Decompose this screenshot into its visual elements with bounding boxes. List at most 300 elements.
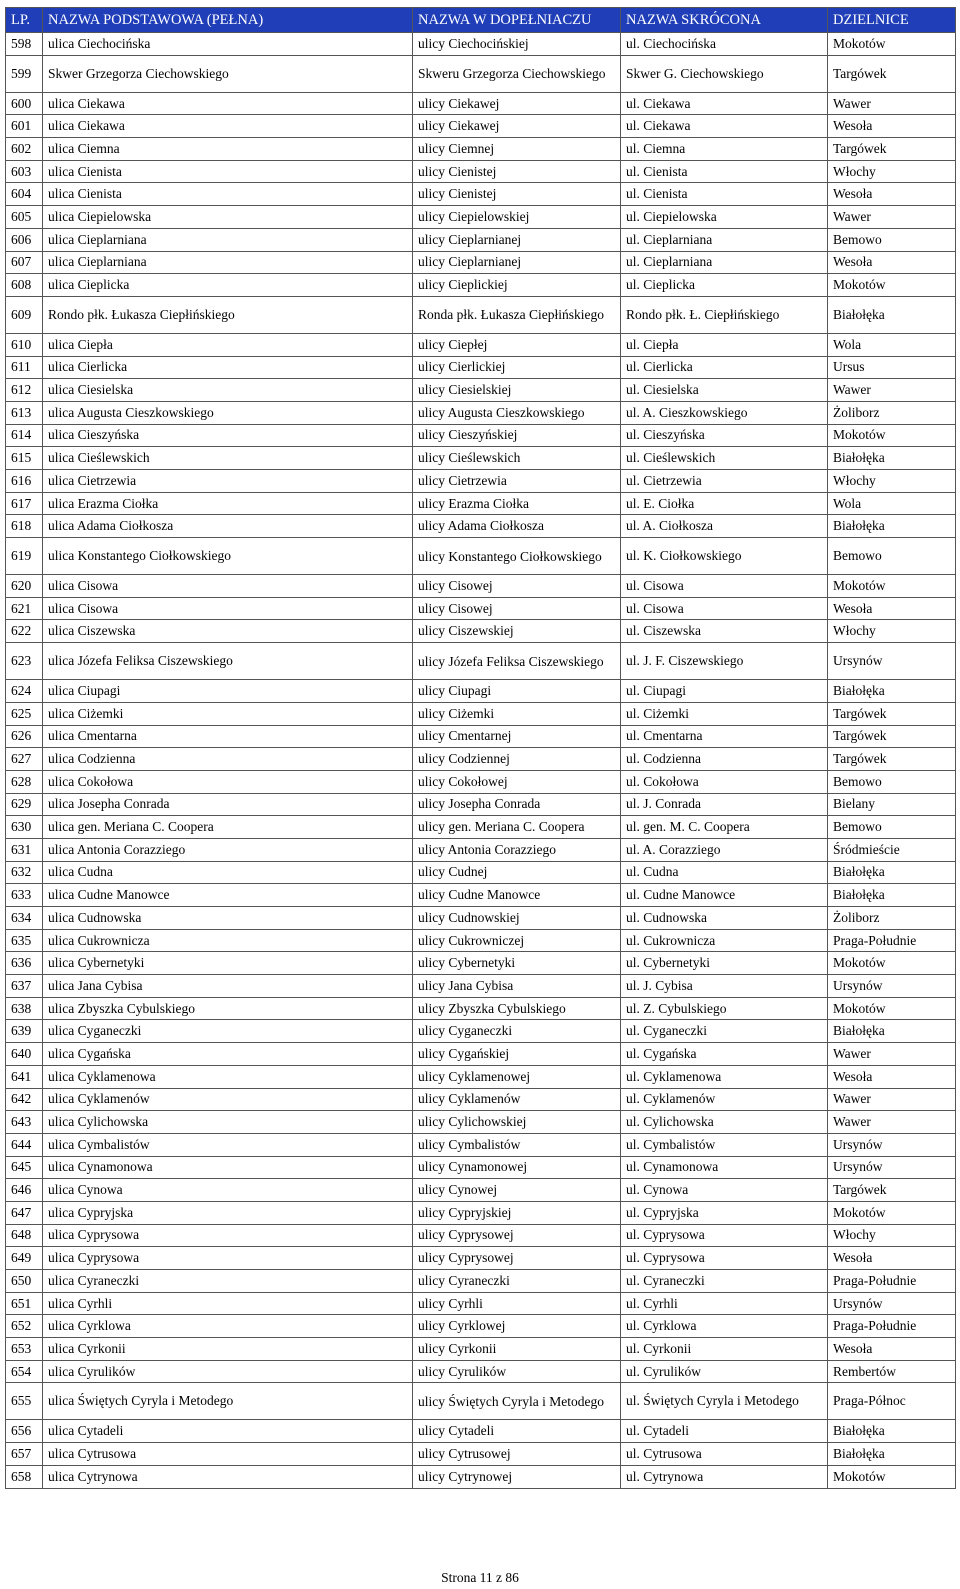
cell-genitive-name: ulicy Cisowej [413,575,621,598]
cell-district: Praga-Północ [828,1383,956,1420]
cell-short-name: ul. Cierlicka [621,356,828,379]
table-row [6,770,956,793]
cell-district: Bemowo [828,538,956,575]
cell-district: Wola [828,333,956,356]
table-row [6,702,956,725]
cell-full-name: ulica Adama Ciołkosza [43,515,413,538]
cell-district: Włochy [828,620,956,643]
cell-genitive-name: ulicy Ciżemki [413,702,621,725]
cell-district: Targówek [828,138,956,161]
cell-full-name: ulica Cietrzewia [43,470,413,493]
cell-lp: 627 [6,748,43,771]
table-row [6,1270,956,1293]
cell-lp: 603 [6,160,43,183]
cell-district: Wola [828,492,956,515]
cell-lp: 598 [6,33,43,56]
cell-full-name: ulica Cierlicka [43,356,413,379]
cell-genitive-name: ulicy Cieplickiej [413,274,621,297]
table-row [6,447,956,470]
cell-short-name: ul. Cyprysowa [621,1224,828,1247]
cell-full-name: ulica Cymbalistów [43,1133,413,1156]
cell-genitive-name: ulicy Ciupagi [413,680,621,703]
cell-lp: 655 [6,1383,43,1420]
table-row [6,1443,956,1466]
cell-lp: 644 [6,1133,43,1156]
cell-lp: 651 [6,1292,43,1315]
table-row [6,575,956,598]
cell-genitive-name: ulicy Cyraneczki [413,1270,621,1293]
cell-short-name: ul. Cytrynowa [621,1465,828,1488]
table-row [6,1043,956,1066]
cell-genitive-name: ulicy Cieszyńskiej [413,424,621,447]
cell-district: Białołęka [828,861,956,884]
cell-full-name: ulica Zbyszka Cybulskiego [43,997,413,1020]
cell-short-name: ul. Ciesielska [621,379,828,402]
cell-genitive-name: ulicy Cieplarnianej [413,251,621,274]
cell-full-name: ulica Cieślewskich [43,447,413,470]
cell-lp: 635 [6,929,43,952]
table-row [6,160,956,183]
table-row [6,33,956,56]
cell-short-name: ul. Cisowa [621,575,828,598]
cell-genitive-name: ulicy Ciepielowskiej [413,206,621,229]
cell-genitive-name: ulicy Świętych Cyryla i Metodego [413,1383,621,1420]
table-row [6,816,956,839]
cell-district: Wawer [828,92,956,115]
cell-short-name: ul. Cytadeli [621,1420,828,1443]
cell-lp: 633 [6,884,43,907]
cell-genitive-name: ulicy Ciechocińskiej [413,33,621,56]
cell-district: Bemowo [828,816,956,839]
cell-lp: 600 [6,92,43,115]
cell-lp: 636 [6,952,43,975]
cell-genitive-name: ulicy Adama Ciołkosza [413,515,621,538]
header-lp: LP. [6,8,43,33]
cell-genitive-name: ulicy Cyprysowej [413,1224,621,1247]
cell-genitive-name: ulicy Cieplarnianej [413,228,621,251]
cell-district: Mokotów [828,1201,956,1224]
cell-short-name: ul. Ciepielowska [621,206,828,229]
cell-genitive-name: ulicy Cytrusowej [413,1443,621,1466]
table-row [6,861,956,884]
cell-lp: 613 [6,401,43,424]
cell-genitive-name: ulicy Cyklamenów [413,1088,621,1111]
cell-full-name: ulica Cisowa [43,597,413,620]
cell-genitive-name: ulicy gen. Meriana C. Coopera [413,816,621,839]
cell-short-name: ul. Cymbalistów [621,1133,828,1156]
cell-lp: 637 [6,975,43,998]
table-row [6,1292,956,1315]
cell-district: Śródmieście [828,838,956,861]
cell-full-name: ulica Cieplicka [43,274,413,297]
cell-short-name: ul. Cieślewskich [621,447,828,470]
table-row [6,907,956,930]
table-row [6,1133,956,1156]
cell-short-name: ul. Cyraneczki [621,1270,828,1293]
cell-short-name: ul. Cyrulików [621,1360,828,1383]
cell-short-name: ul. Cypryjska [621,1201,828,1224]
cell-genitive-name: ulicy Cynamonowej [413,1156,621,1179]
cell-genitive-name: ulicy Cytrynowej [413,1465,621,1488]
cell-full-name: ulica Cyklamenowa [43,1065,413,1088]
cell-district: Wesoła [828,1247,956,1270]
cell-lp: 612 [6,379,43,402]
cell-full-name: ulica Ciepielowska [43,206,413,229]
cell-genitive-name: ulicy Zbyszka Cybulskiego [413,997,621,1020]
cell-district: Ursynów [828,1292,956,1315]
cell-lp: 624 [6,680,43,703]
cell-lp: 645 [6,1156,43,1179]
cell-short-name: ul. Ciepła [621,333,828,356]
cell-district: Wesoła [828,597,956,620]
cell-district: Mokotów [828,274,956,297]
table-row [6,333,956,356]
header-row [6,8,956,33]
cell-short-name: ul. Ciemna [621,138,828,161]
cell-genitive-name: ulicy Jana Cybisa [413,975,621,998]
cell-short-name: ul. Cygańska [621,1043,828,1066]
cell-lp: 623 [6,643,43,680]
cell-lp: 611 [6,356,43,379]
cell-full-name: ulica Cudna [43,861,413,884]
table-row [6,274,956,297]
cell-lp: 647 [6,1201,43,1224]
cell-short-name: Rondo płk. Ł. Ciepłińskiego [621,296,828,333]
cell-short-name: ul. Cyrhli [621,1292,828,1315]
cell-short-name: ul. Cyprysowa [621,1247,828,1270]
cell-short-name: ul. Cylichowska [621,1111,828,1134]
cell-lp: 632 [6,861,43,884]
header-districts: DZIELNICE [828,8,956,33]
cell-short-name: ul. Cietrzewia [621,470,828,493]
cell-short-name: ul. Cudna [621,861,828,884]
cell-genitive-name: ulicy Cyganeczki [413,1020,621,1043]
table-row [6,975,956,998]
cell-lp: 622 [6,620,43,643]
cell-short-name: ul. Świętych Cyryla i Metodego [621,1383,828,1420]
cell-short-name: ul. Ciechocińska [621,33,828,56]
cell-lp: 656 [6,1420,43,1443]
table-row [6,838,956,861]
table-row [6,92,956,115]
table-row [6,1247,956,1270]
cell-genitive-name: ulicy Cymbalistów [413,1133,621,1156]
cell-district: Wawer [828,206,956,229]
cell-full-name: ulica Konstantego Ciołkowskiego [43,538,413,575]
cell-genitive-name: ulicy Cudnej [413,861,621,884]
table-row [6,748,956,771]
cell-lp: 619 [6,538,43,575]
cell-genitive-name: ulicy Cudne Manowce [413,884,621,907]
cell-genitive-name: ulicy Cukrowniczej [413,929,621,952]
header-full-name: NAZWA PODSTAWOWA (PEŁNA) [43,8,413,33]
cell-short-name: ul. Ciżemki [621,702,828,725]
table-row [6,515,956,538]
cell-genitive-name: ulicy Cybernetyki [413,952,621,975]
cell-lp: 652 [6,1315,43,1338]
cell-short-name: ul. Cisowa [621,597,828,620]
cell-short-name: ul. Ciszewska [621,620,828,643]
cell-short-name: ul. Cynamonowa [621,1156,828,1179]
cell-lp: 625 [6,702,43,725]
table-row [6,538,956,575]
cell-full-name: ulica Cytadeli [43,1420,413,1443]
cell-genitive-name: ulicy Codziennej [413,748,621,771]
table-row [6,1224,956,1247]
cell-genitive-name: ulicy Ciekawej [413,92,621,115]
cell-district: Wesoła [828,251,956,274]
cell-lp: 604 [6,183,43,206]
cell-lp: 646 [6,1179,43,1202]
cell-district: Wawer [828,1111,956,1134]
cell-short-name: ul. Ciekawa [621,115,828,138]
cell-genitive-name: ulicy Ciekawej [413,115,621,138]
cell-genitive-name: ulicy Cyrklowej [413,1315,621,1338]
table-body [6,33,956,1489]
header-genitive-name: NAZWA W DOPEŁNIACZU [413,8,621,33]
cell-full-name: ulica Cyrulików [43,1360,413,1383]
cell-full-name: ulica Augusta Cieszkowskiego [43,401,413,424]
cell-full-name: ulica Cukrownicza [43,929,413,952]
cell-district: Włochy [828,160,956,183]
table-row [6,470,956,493]
cell-full-name: ulica Cieplarniana [43,228,413,251]
cell-lp: 616 [6,470,43,493]
cell-short-name: ul. Cyganeczki [621,1020,828,1043]
table-row [6,884,956,907]
table-row [6,424,956,447]
cell-short-name: ul. Cudnowska [621,907,828,930]
table-row [6,1360,956,1383]
cell-district: Mokotów [828,997,956,1020]
cell-district: Włochy [828,470,956,493]
cell-district: Ursynów [828,643,956,680]
cell-short-name: ul. Cieplarniana [621,251,828,274]
cell-genitive-name: ulicy Cypryjskiej [413,1201,621,1224]
cell-short-name: ul. Cyklamenowa [621,1065,828,1088]
cell-genitive-name: ulicy Józefa Feliksa Ciszewskiego [413,643,621,680]
cell-lp: 614 [6,424,43,447]
cell-district: Ursynów [828,1133,956,1156]
cell-full-name: ulica Ciupagi [43,680,413,703]
cell-lp: 641 [6,1065,43,1088]
cell-lp: 607 [6,251,43,274]
cell-district: Żoliborz [828,907,956,930]
table-row [6,206,956,229]
table-row [6,1111,956,1134]
cell-lp: 654 [6,1360,43,1383]
table-row [6,620,956,643]
cell-short-name: ul. Cmentarna [621,725,828,748]
cell-full-name: ulica Antonia Corazziego [43,838,413,861]
cell-short-name: ul. Cieszyńska [621,424,828,447]
table-row [6,952,956,975]
cell-lp: 602 [6,138,43,161]
cell-full-name: ulica gen. Meriana C. Coopera [43,816,413,839]
cell-full-name: ulica Cyraneczki [43,1270,413,1293]
table-row [6,793,956,816]
streets-table [5,7,956,1489]
cell-district: Ursus [828,356,956,379]
cell-district: Mokotów [828,575,956,598]
cell-short-name: Skwer G. Ciechowskiego [621,55,828,92]
cell-district: Bielany [828,793,956,816]
table-row [6,379,956,402]
cell-short-name: ul. K. Ciołkowskiego [621,538,828,575]
cell-short-name: ul. gen. M. C. Coopera [621,816,828,839]
cell-lp: 620 [6,575,43,598]
table-row [6,183,956,206]
cell-district: Mokotów [828,424,956,447]
table-row [6,597,956,620]
cell-full-name: Skwer Grzegorza Ciechowskiego [43,55,413,92]
cell-district: Żoliborz [828,401,956,424]
table-row [6,228,956,251]
cell-genitive-name: ulicy Cmentarnej [413,725,621,748]
cell-full-name: Rondo płk. Łukasza Ciepłińskiego [43,296,413,333]
table-row [6,643,956,680]
cell-full-name: ulica Cmentarna [43,725,413,748]
cell-genitive-name: ulicy Cokołowej [413,770,621,793]
cell-short-name: ul. E. Ciołka [621,492,828,515]
header-short-name: NAZWA SKRÓCONA [621,8,828,33]
cell-district: Targówek [828,725,956,748]
cell-full-name: ulica Cynowa [43,1179,413,1202]
cell-district: Wawer [828,379,956,402]
cell-full-name: ulica Erazma Ciołka [43,492,413,515]
cell-lp: 653 [6,1338,43,1361]
cell-short-name: ul. Cynowa [621,1179,828,1202]
cell-genitive-name: ulicy Cynowej [413,1179,621,1202]
cell-district: Praga-Południe [828,929,956,952]
cell-lp: 643 [6,1111,43,1134]
cell-district: Białołęka [828,296,956,333]
table-row [6,1179,956,1202]
cell-lp: 634 [6,907,43,930]
cell-short-name: ul. Cieplicka [621,274,828,297]
table-row [6,251,956,274]
cell-full-name: ulica Cudne Manowce [43,884,413,907]
cell-short-name: ul. J. Cybisa [621,975,828,998]
table-row [6,356,956,379]
cell-genitive-name: ulicy Cisowej [413,597,621,620]
cell-full-name: ulica Cudnowska [43,907,413,930]
cell-lp: 638 [6,997,43,1020]
cell-lp: 626 [6,725,43,748]
cell-full-name: ulica Ciekawa [43,115,413,138]
table-row [6,1020,956,1043]
cell-genitive-name: ulicy Ciszewskiej [413,620,621,643]
cell-district: Włochy [828,1224,956,1247]
cell-district: Targówek [828,1179,956,1202]
table-row [6,997,956,1020]
cell-short-name: ul. A. Corazziego [621,838,828,861]
cell-short-name: ul. Ciupagi [621,680,828,703]
table-row [6,1088,956,1111]
cell-short-name: ul. Cyklamenów [621,1088,828,1111]
cell-lp: 657 [6,1443,43,1466]
cell-short-name: ul. Cyrkonii [621,1338,828,1361]
cell-genitive-name: ulicy Augusta Cieszkowskiego [413,401,621,424]
cell-full-name: ulica Ciekawa [43,92,413,115]
cell-lp: 618 [6,515,43,538]
cell-full-name: ulica Cyrklowa [43,1315,413,1338]
cell-genitive-name: ulicy Ciemnej [413,138,621,161]
table-row [6,1201,956,1224]
cell-full-name: ulica Świętych Cyryla i Metodego [43,1383,413,1420]
cell-district: Ursynów [828,1156,956,1179]
cell-lp: 649 [6,1247,43,1270]
cell-district: Targówek [828,55,956,92]
cell-district: Białołęka [828,884,956,907]
table-row [6,492,956,515]
cell-full-name: ulica Cytrynowa [43,1465,413,1488]
cell-lp: 629 [6,793,43,816]
cell-full-name: ulica Cokołowa [43,770,413,793]
cell-genitive-name: ulicy Cietrzewia [413,470,621,493]
cell-district: Mokotów [828,952,956,975]
cell-genitive-name: ulicy Cyklamenowej [413,1065,621,1088]
cell-full-name: ulica Cyprysowa [43,1247,413,1270]
cell-lp: 642 [6,1088,43,1111]
cell-full-name: ulica Cytrusowa [43,1443,413,1466]
cell-short-name: ul. Cudne Manowce [621,884,828,907]
cell-district: Praga-Południe [828,1315,956,1338]
cell-district: Wesoła [828,183,956,206]
cell-genitive-name: ulicy Cylichowskiej [413,1111,621,1134]
cell-lp: 630 [6,816,43,839]
cell-lp: 648 [6,1224,43,1247]
cell-district: Mokotów [828,1465,956,1488]
cell-district: Mokotów [828,33,956,56]
cell-lp: 601 [6,115,43,138]
cell-full-name: ulica Cieplarniana [43,251,413,274]
cell-genitive-name: ulicy Cienistej [413,160,621,183]
cell-full-name: ulica Ciesielska [43,379,413,402]
cell-full-name: ulica Cyklamenów [43,1088,413,1111]
cell-full-name: ulica Józefa Feliksa Ciszewskiego [43,643,413,680]
table-row [6,115,956,138]
cell-genitive-name: ulicy Ciesielskiej [413,379,621,402]
cell-full-name: ulica Cynamonowa [43,1156,413,1179]
cell-lp: 621 [6,597,43,620]
cell-full-name: ulica Cygańska [43,1043,413,1066]
cell-district: Białołęka [828,515,956,538]
cell-genitive-name: ulicy Cienistej [413,183,621,206]
cell-full-name: ulica Ciepła [43,333,413,356]
cell-genitive-name: ulicy Cyprysowej [413,1247,621,1270]
cell-genitive-name: ulicy Cudnowskiej [413,907,621,930]
cell-district: Bemowo [828,770,956,793]
table-row [6,929,956,952]
cell-short-name: ul. Ciekawa [621,92,828,115]
cell-full-name: ulica Ciszewska [43,620,413,643]
cell-short-name: ul. Z. Cybulskiego [621,997,828,1020]
cell-district: Białołęka [828,1420,956,1443]
cell-short-name: ul. Cokołowa [621,770,828,793]
cell-short-name: ul. Codzienna [621,748,828,771]
cell-short-name: ul. Cybernetyki [621,952,828,975]
table-header [6,8,956,33]
cell-lp: 631 [6,838,43,861]
cell-district: Białołęka [828,680,956,703]
table-row [6,1065,956,1088]
cell-full-name: ulica Ciżemki [43,702,413,725]
cell-short-name: ul. Cytrusowa [621,1443,828,1466]
cell-short-name: ul. Cukrownicza [621,929,828,952]
table-row [6,55,956,92]
cell-genitive-name: ulicy Cyrhli [413,1292,621,1315]
